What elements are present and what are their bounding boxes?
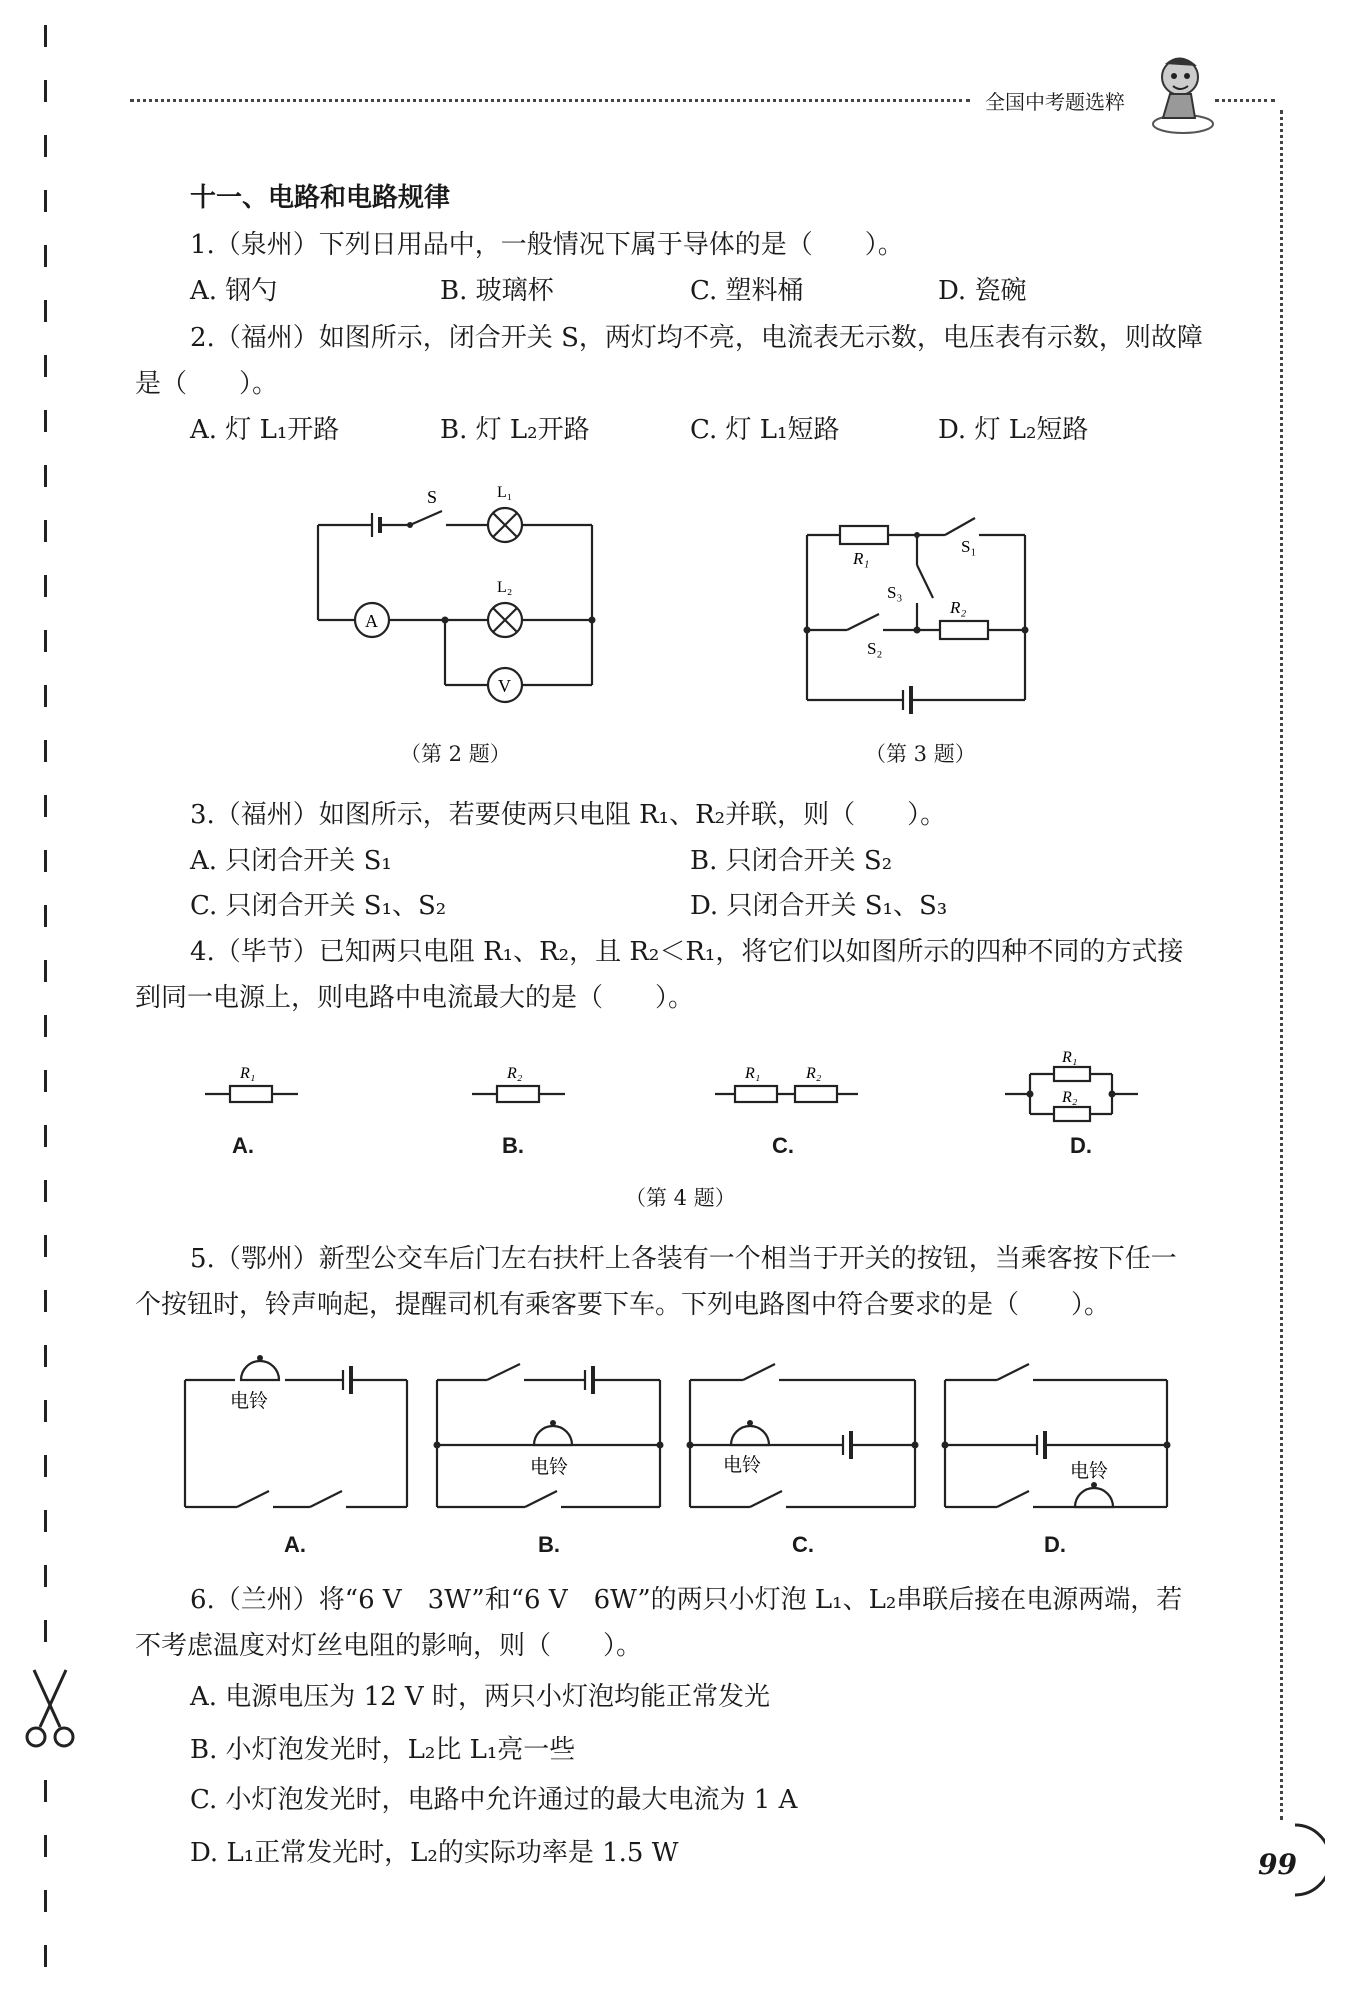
section-title: 十一、电路和电路规律	[190, 183, 451, 213]
label-l2: L₂	[497, 579, 513, 596]
q3-label-s1: S₁	[961, 537, 977, 556]
q3-circuit-diagram	[795, 510, 1045, 720]
q2-stem-line1: 2.（福州）如图所示，闭合开关 S，两灯均不亮，电流表无示数，电压表有示数，则故障	[190, 323, 1203, 353]
mascot-icon	[1145, 52, 1220, 137]
q4c-label-r2: R₂	[806, 1065, 822, 1082]
q5-label-d: D.	[1044, 1532, 1066, 1557]
header-rule	[130, 99, 970, 102]
q3-label-s2: S₂	[867, 639, 883, 658]
q3-option-c: C. 只闭合开关 S₁、S₂	[190, 891, 447, 921]
right-margin-rule	[1280, 110, 1283, 1820]
q5a-bell-label: 电铃	[230, 1391, 269, 1412]
q4-resistor-diagrams	[190, 1050, 1190, 1130]
q4d-label-r1: R₁	[1062, 1050, 1078, 1066]
q5-label-b: B.	[538, 1532, 560, 1557]
label-l1: L₁	[497, 484, 513, 501]
q3-option-d: D. 只闭合开关 S₁、S₃	[690, 891, 948, 921]
q3-option-a: A. 只闭合开关 S₁	[190, 846, 392, 876]
ammeter-label: A	[365, 611, 378, 631]
q4d-label-r2: R₂	[1062, 1089, 1078, 1106]
q3-stem: 3.（福州）如图所示，若要使两只电阻 R₁、R₂并联，则（ ）。	[190, 800, 947, 830]
q2-figure-caption: （第 2 题）	[400, 742, 511, 766]
q6-option-a: A. 电源电压为 12 V 时，两只小灯泡均能正常发光	[190, 1682, 770, 1712]
q4a-label-r1: R₁	[240, 1065, 256, 1082]
q2-stem-line2: 是（ ）。	[135, 369, 279, 399]
q2-option-b: B. 灯 L₂开路	[440, 415, 590, 445]
q6-option-b: B. 小灯泡发光时，L₂比 L₁亮一些	[190, 1735, 576, 1765]
q4b-label-r2: R₂	[507, 1065, 523, 1082]
q4-label-a: A.	[232, 1133, 254, 1158]
voltmeter-label: V	[498, 676, 511, 696]
q4-label-b: B.	[502, 1133, 524, 1158]
q1-option-a: A. 钢勺	[190, 276, 278, 306]
q4-stem-line1: 4.（毕节）已知两只电阻 R₁、R₂，且 R₂＜R₁，将它们以如图所示的四种不同的方式接	[190, 937, 1184, 967]
q2-option-d: D. 灯 L₂短路	[938, 415, 1089, 445]
q3-label-r1: R₁	[853, 549, 870, 568]
q2-circuit-diagram	[300, 475, 610, 735]
q5-circuit-diagrams	[175, 1345, 1185, 1525]
q5-stem-line1: 5.（鄂州）新型公交车后门左右扶杆上各装有一个相当于开关的按钮，当乘客按下任一	[190, 1244, 1177, 1274]
q6-option-c: C. 小灯泡发光时，电路中允许通过的最大电流为 1 A	[190, 1785, 798, 1815]
header-rule-right	[1215, 99, 1275, 102]
q4-figure-caption: （第 4 题）	[625, 1186, 736, 1210]
label-s: S	[427, 487, 438, 507]
q5d-bell-label: 电铃	[1070, 1461, 1109, 1482]
q1-option-b: B. 玻璃杯	[440, 276, 554, 306]
q5b-bell-label: 电铃	[530, 1457, 569, 1478]
q2-option-c: C. 灯 L₁短路	[690, 415, 840, 445]
q6-stem-line2: 不考虑温度对灯丝电阻的影响，则（ ）。	[135, 1631, 643, 1661]
q3-label-r2: R₂	[950, 598, 967, 617]
q4-label-c: C.	[772, 1133, 794, 1158]
q6-stem-line1: 6.（兰州）将“6 V 3W”和“6 V 6W”的两只小灯泡 L₁、L₂串联后接在电源两端，若	[190, 1585, 1183, 1615]
q4-stem-line2: 到同一电源上，则电路中电流最大的是（ ）。	[135, 983, 695, 1013]
q5-stem-line2: 个按钮时，铃声响起，提醒司机有乘客要下车。下列电路图中符合要求的是（ ）。	[135, 1290, 1111, 1320]
series-title: 全国中考题选粹	[985, 90, 1125, 114]
q2-option-a: A. 灯 L₁开路	[190, 415, 340, 445]
q6-option-d: D. L₁正常发光时，L₂的实际功率是 1.5 W	[190, 1838, 679, 1868]
q1-option-d: D. 瓷碗	[938, 276, 1027, 306]
q1-stem: 1.（泉州）下列日用品中，一般情况下属于导体的是（ ）。	[190, 230, 904, 260]
q5-label-c: C.	[792, 1532, 814, 1557]
q1-option-c: C. 塑料桶	[690, 276, 804, 306]
q3-figure-caption: （第 3 题）	[865, 742, 976, 766]
page-number: 99	[1258, 1848, 1297, 1881]
q4-label-d: D.	[1070, 1133, 1092, 1158]
scissors-icon	[20, 1665, 80, 1755]
q3-option-b: B. 只闭合开关 S₂	[690, 846, 893, 876]
q3-label-s3: S₃	[887, 583, 903, 602]
q5-label-a: A.	[284, 1532, 306, 1557]
q4c-label-r1: R₁	[745, 1065, 761, 1082]
q5c-bell-label: 电铃	[723, 1455, 762, 1476]
